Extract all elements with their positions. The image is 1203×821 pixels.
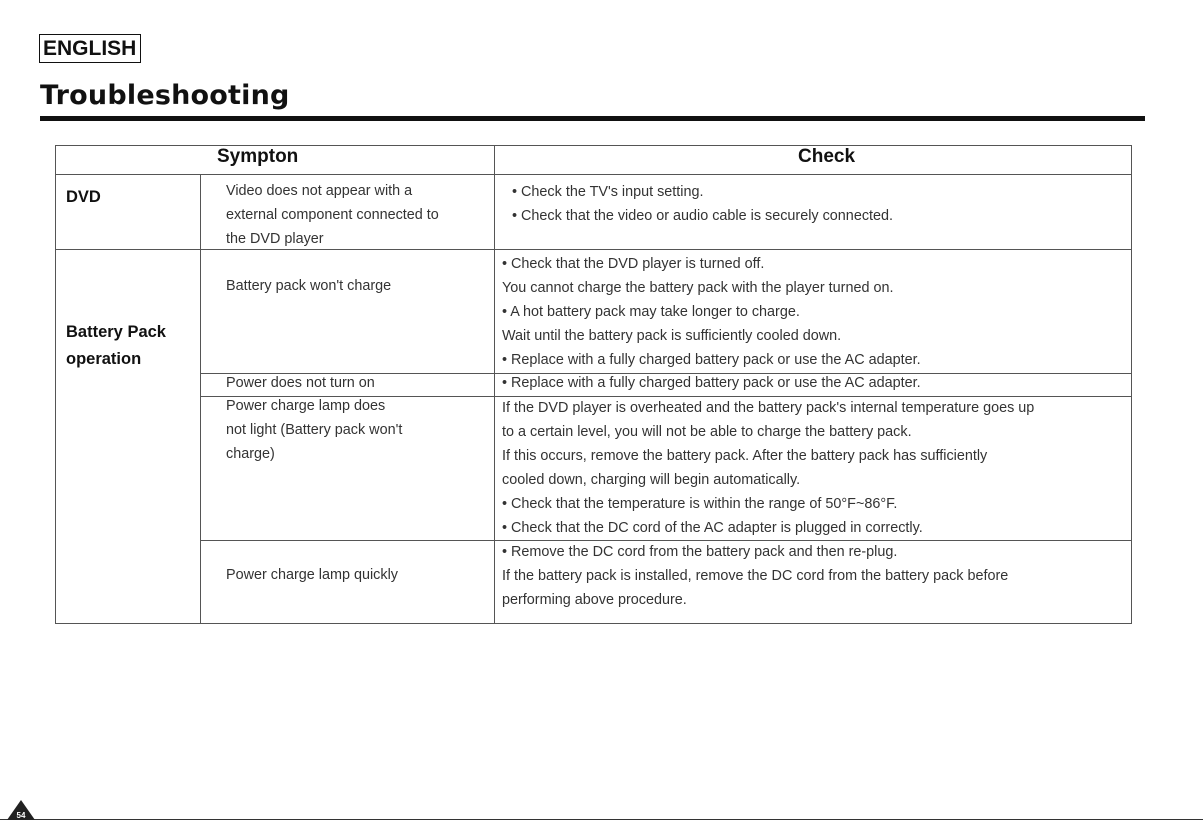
symptom-text: Power charge lamp quickly (226, 567, 398, 583)
check-text: If the battery pack is installed, remove the DC cord from the battery pack before (502, 568, 1009, 584)
check-text: You cannot charge the battery pack with the player turned on. (502, 280, 894, 296)
check-text: performing above procedure. (502, 592, 687, 608)
category-battery-line1: Battery Pack (66, 323, 166, 341)
symptom-text: charge) (226, 446, 275, 462)
check-text: to a certain level, you will not be able to charge the battery pack. (502, 424, 912, 440)
check-text: If the DVD player is overheated and the battery pack's internal temperature goes up (502, 400, 1035, 416)
category-divider (200, 174, 201, 624)
header-check: Check (798, 146, 856, 167)
table-border-bottom (55, 623, 1132, 624)
check-text: • Replace with a fully charged battery pack or use the AC adapter. (502, 375, 921, 391)
language-badge: ENGLISH (39, 34, 141, 63)
check-text: Wait until the battery pack is sufficiently cooled down. (502, 328, 842, 344)
category-battery-line2: operation (66, 350, 142, 368)
page-number-triangle-icon (6, 799, 36, 821)
check-text: • Check that the video or audio cable is securely connected. (512, 208, 894, 224)
row-divider-dvd (55, 249, 1132, 250)
symptom-text: the DVD player (226, 231, 324, 247)
check-text: • Check that the DC cord of the AC adapter is plugged in correctly. (502, 520, 923, 536)
symptom-text: external component connected to (226, 207, 439, 223)
check-text: cooled down, charging will begin automatically. (502, 472, 801, 488)
symptom-text: Power charge lamp does (226, 398, 386, 414)
header-symptom: Sympton (217, 146, 299, 167)
column-divider (494, 145, 495, 624)
check-text: • Check that the temperature is within the range of 50°F~86°F. (502, 496, 898, 512)
table-border-left (55, 145, 56, 624)
check-text: • A hot battery pack may take longer to charge. (502, 304, 800, 320)
symptom-text: Video does not appear with a (226, 183, 413, 199)
symptom-text: Power does not turn on (226, 375, 375, 391)
check-text: • Remove the DC cord from the battery pack and then re-plug. (502, 544, 898, 560)
footer-line (0, 819, 1203, 820)
page-title: Troubleshooting (40, 80, 290, 111)
table-header-divider (55, 174, 1132, 175)
check-text: • Check that the DVD player is turned off. (502, 256, 765, 272)
check-text: • Replace with a fully charged battery pack or use the AC adapter. (502, 352, 921, 368)
symptom-text: not light (Battery pack won't (226, 422, 403, 438)
category-dvd: DVD (66, 188, 101, 206)
symptom-text: Battery pack won't charge (226, 278, 392, 294)
table-border-right (1131, 145, 1132, 624)
check-text: • Check the TV's input setting. (512, 184, 704, 200)
page-number: 54 (16, 811, 26, 820)
check-text: If this occurs, remove the battery pack. After the battery pack has sufficiently (502, 448, 988, 464)
